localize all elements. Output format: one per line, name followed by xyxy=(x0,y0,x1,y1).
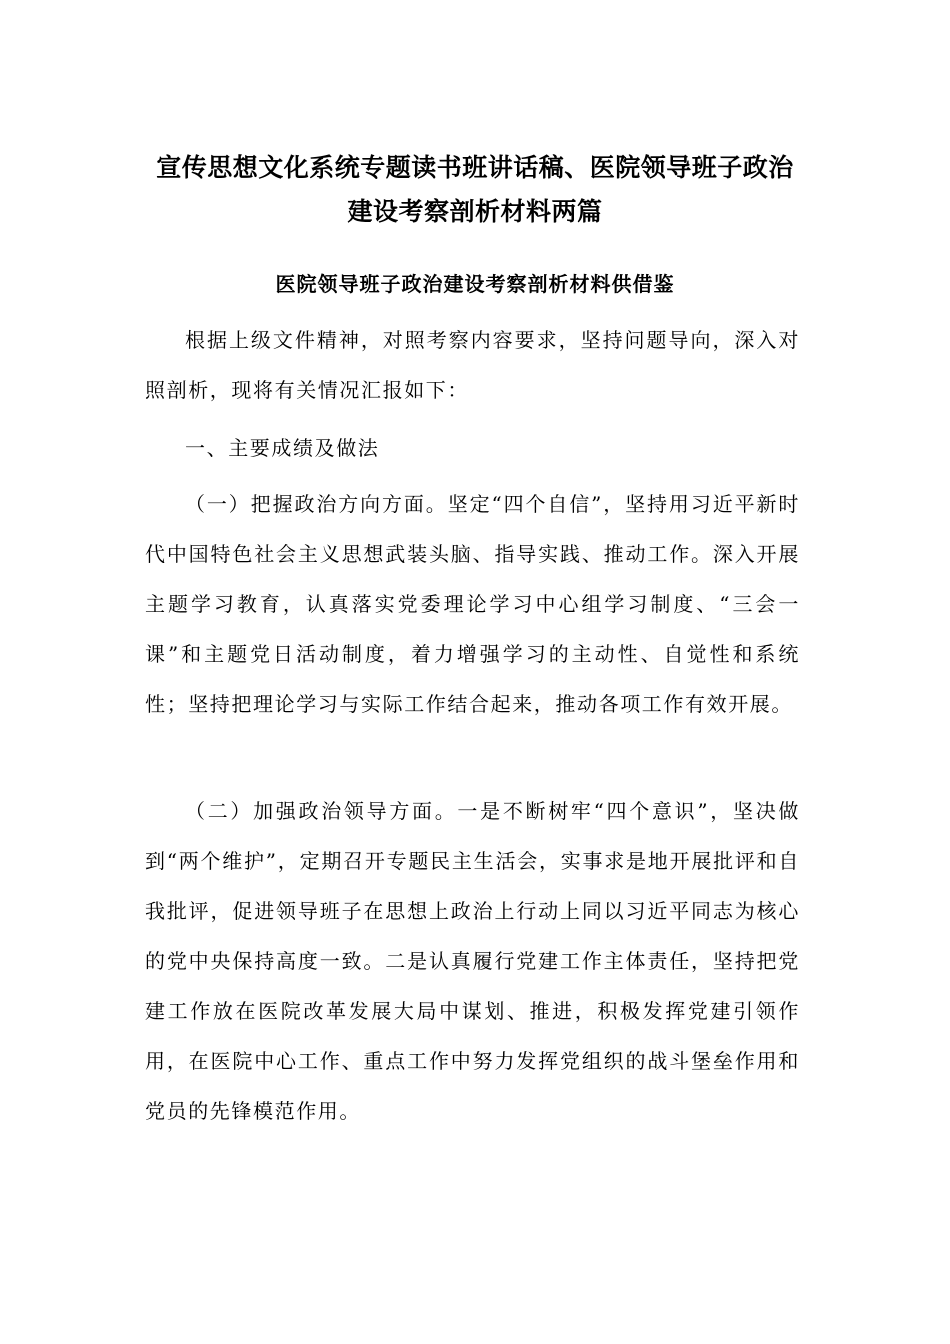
body-paragraph: （一）把握政治方向方面。坚定“四个自信”，坚持用习近平新时代中国特色社会主义思想武装头脑、指导实践、推动工作。深入开展主题学习教育，认真落实党委理论学习中心组学习制度、“三会一课”和主题党日活动制度，着力增强学习的主动性、自觉性和系统性；坚持把理论学习与实际工作结合起来，推动各项工作有效开展。 xyxy=(145,492,800,716)
body-paragraph: （二）加强政治领导方面。一是不断树牢“四个意识”，坚决做到“两个维护”，定期召开专题民主生活会，实事求是地开展批评和自我批评，促进领导班子在思想上政治上行动上同以习近平同志为核心的党中央保持高度一致。二是认真履行党建工作主体责任，坚持把党建工作放在医院改革发展大局中谋划、推进，积极发挥党建引领作用，在医院中心工作、重点工作中努力发挥党组织的战斗堡垒作用和党员的先锋模范作用。 xyxy=(145,799,800,1123)
document-title: 宣传思想文化系统专题读书班讲话稿、医院领导班子政治建设考察剖析材料两篇 xyxy=(156,153,794,226)
section-heading: 一、主要成绩及做法 xyxy=(185,436,380,460)
document-subtitle: 医院领导班子政治建设考察剖析材料供借鉴 xyxy=(275,272,675,296)
intro-paragraph: 根据上级文件精神，对照考察内容要求，坚持问题导向，深入对照剖析，现将有关情况汇报如下： xyxy=(145,328,800,402)
